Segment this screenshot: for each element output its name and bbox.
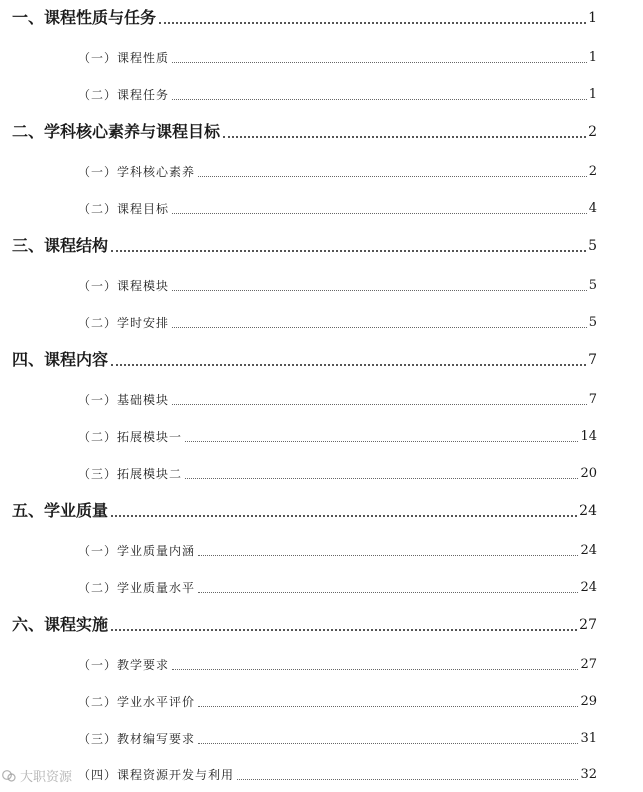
dot-leader xyxy=(172,99,587,100)
toc-entry-label: （三）拓展模块二 xyxy=(78,467,183,481)
toc-entry-page: 31 xyxy=(580,731,597,746)
dot-leader xyxy=(172,213,587,214)
toc-entry-subsection[interactable] xyxy=(78,465,597,483)
toc-entry-subsection[interactable] xyxy=(78,200,597,218)
toc-entry-page: 1 xyxy=(588,87,597,102)
toc-entry-label: （一）基础模块 xyxy=(78,393,170,407)
toc-entry-label: （一）学业质量内涵 xyxy=(78,544,196,558)
toc-entry-page: 5 xyxy=(588,238,597,254)
toc-entry-subsection[interactable] xyxy=(78,314,597,332)
toc-entry-label: （二）课程目标 xyxy=(78,202,170,216)
toc-entry-label: （二）拓展模块一 xyxy=(78,430,183,444)
wechat-logo-icon xyxy=(2,769,16,783)
toc-entry-subsection[interactable] xyxy=(78,766,597,784)
toc-entry-page: 4 xyxy=(588,201,597,216)
toc-entry-label: （一）课程性质 xyxy=(78,51,170,65)
watermark xyxy=(2,766,72,785)
toc-entry-section-5[interactable] xyxy=(12,500,597,522)
dot-leader xyxy=(172,404,587,405)
toc-entry-subsection[interactable] xyxy=(78,49,597,67)
dot-leader xyxy=(198,743,578,744)
dot-leader xyxy=(172,62,587,63)
toc-entry-label: （一）课程模块 xyxy=(78,279,170,293)
toc-entry-label: （二）学业质量水平 xyxy=(78,581,196,595)
toc-entry-section-6[interactable] xyxy=(12,614,597,636)
toc-entry-subsection[interactable] xyxy=(78,163,597,181)
dot-leader xyxy=(198,706,578,707)
dot-leader xyxy=(198,592,578,593)
dot-leader xyxy=(172,327,587,328)
toc-entry-subsection[interactable] xyxy=(78,579,597,597)
toc-entry-page: 32 xyxy=(580,767,597,782)
toc-entry-label: 二、学科核心素养与课程目标 xyxy=(12,122,221,141)
dot-leader xyxy=(185,441,578,442)
toc-entry-page: 5 xyxy=(588,315,597,330)
dot-leader xyxy=(223,136,586,138)
toc-entry-subsection[interactable] xyxy=(78,656,597,674)
toc-entry-page: 29 xyxy=(580,694,597,709)
toc-entry-section-4[interactable] xyxy=(12,349,597,371)
dot-leader xyxy=(185,478,578,479)
toc-entry-page: 2 xyxy=(588,124,597,140)
toc-entry-label: （三）教材编写要求 xyxy=(78,732,196,746)
dot-leader xyxy=(237,779,578,780)
toc-entry-subsection[interactable] xyxy=(78,730,597,748)
toc-entry-subsection[interactable] xyxy=(78,542,597,560)
toc-entry-page: 7 xyxy=(588,352,597,368)
toc-entry-label: （二）学业水平评价 xyxy=(78,695,196,709)
toc-entry-page: 27 xyxy=(580,657,597,672)
dot-leader xyxy=(172,290,587,291)
toc-entry-page: 24 xyxy=(580,580,597,595)
toc-entry-page: 24 xyxy=(579,503,597,519)
toc-entry-page: 24 xyxy=(580,543,597,558)
toc-entry-subsection[interactable] xyxy=(78,391,597,409)
dot-leader xyxy=(172,669,578,670)
watermark-text: 大职资源 xyxy=(20,770,73,785)
toc-entry-subsection[interactable] xyxy=(78,693,597,711)
toc-entry-label: 一、课程性质与任务 xyxy=(12,8,157,27)
toc-entry-page: 2 xyxy=(588,164,597,179)
dot-leader xyxy=(111,364,586,366)
toc-entry-label: 四、课程内容 xyxy=(12,350,109,369)
toc-entry-subsection[interactable] xyxy=(78,428,597,446)
dot-leader xyxy=(111,250,586,252)
toc-entry-page: 1 xyxy=(588,10,597,26)
toc-entry-label: 五、学业质量 xyxy=(12,501,109,520)
dot-leader xyxy=(198,176,587,177)
toc-entry-label: 三、课程结构 xyxy=(12,236,109,255)
dot-leader xyxy=(111,629,577,631)
toc-entry-label: （二）课程任务 xyxy=(78,88,170,102)
dot-leader xyxy=(159,22,586,24)
dot-leader xyxy=(198,555,578,556)
dot-leader xyxy=(111,515,577,517)
toc-entry-subsection[interactable] xyxy=(78,86,597,104)
toc-entry-page: 27 xyxy=(579,617,597,633)
toc-entry-section-1[interactable] xyxy=(12,7,597,29)
toc-entry-subsection[interactable] xyxy=(78,277,597,295)
toc-entry-section-3[interactable] xyxy=(12,235,597,257)
toc-entry-page: 7 xyxy=(588,392,597,407)
toc-entry-label: （一）学科核心素养 xyxy=(78,165,196,179)
toc-entry-label: 六、课程实施 xyxy=(12,615,109,634)
toc-entry-page: 14 xyxy=(580,429,597,444)
toc-entry-label: （一）教学要求 xyxy=(78,658,170,672)
toc-entry-section-2[interactable] xyxy=(12,121,597,143)
toc-entry-page: 5 xyxy=(588,278,597,293)
toc-entry-page: 20 xyxy=(580,466,597,481)
toc-entry-label: （二）学时安排 xyxy=(78,316,170,330)
toc-entry-page: 1 xyxy=(588,50,597,65)
toc-entry-label: （四）课程资源开发与利用 xyxy=(78,768,235,782)
